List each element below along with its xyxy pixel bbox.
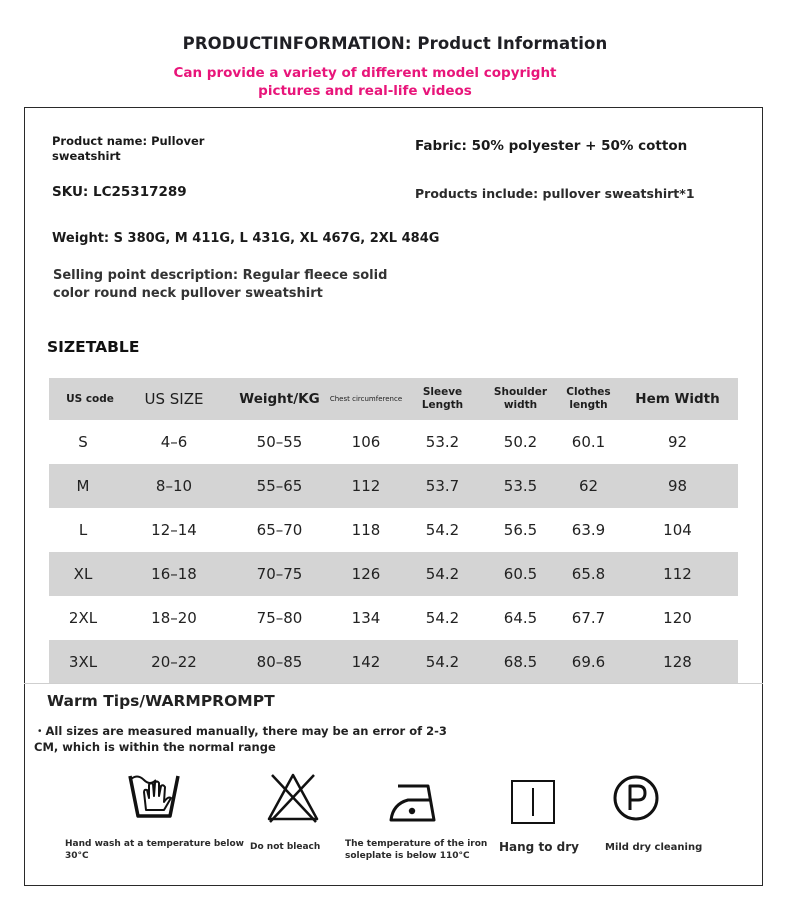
table-cell: 55–65 — [256, 477, 303, 495]
table-row — [49, 596, 738, 640]
table-row — [49, 420, 738, 464]
table-cell: 65.8 — [571, 565, 606, 583]
table-row — [49, 508, 738, 552]
subtitle-line-1: Can provide a variety of different model copyright — [173, 65, 557, 81]
table-cell: 112 — [351, 477, 381, 495]
table-cell: 104 — [663, 521, 692, 539]
table-cell: 64.5 — [503, 609, 538, 627]
size-table-header — [49, 378, 738, 420]
table-cell: 112 — [663, 565, 692, 583]
size-table-title: SIZETABLE — [47, 338, 140, 356]
hand-wash-caption: Hand wash at a temperature below 30°C — [65, 839, 244, 861]
table-cell: XL — [73, 565, 93, 583]
table-cell: 54.2 — [425, 609, 460, 627]
table-cell: 53.5 — [503, 477, 538, 495]
table-cell: 62 — [578, 477, 599, 495]
table-cell: 142 — [351, 653, 381, 671]
table-cell: M — [76, 477, 90, 495]
table-cell: 3XL — [68, 653, 98, 671]
table-cell: 54.2 — [425, 521, 460, 539]
header-weight: Weight/KG — [239, 391, 320, 407]
table-row — [49, 640, 738, 684]
table-cell: 80–85 — [256, 653, 303, 671]
table-cell: S — [78, 433, 88, 451]
table-cell: 68.5 — [503, 653, 538, 671]
product-name: Product name: Pullover sweatshirt — [52, 134, 205, 163]
header-subtitle — [130, 64, 600, 100]
table-cell: 50.2 — [503, 433, 538, 451]
table-cell: 67.7 — [571, 609, 606, 627]
table-cell: 20–22 — [151, 653, 197, 671]
tips-title: Warm Tips/WARMPROMPT — [47, 692, 275, 710]
table-cell: 106 — [351, 433, 381, 451]
table-cell: 70–75 — [256, 565, 303, 583]
header-clothes-length: Clothes length — [566, 386, 611, 411]
table-cell: 118 — [351, 521, 381, 539]
table-cell: 63.9 — [571, 521, 606, 539]
table-cell: 60.5 — [503, 565, 538, 583]
includes-info: Products include: pullover sweatshirt*1 — [415, 186, 695, 201]
iron-caption: The temperature of the iron soleplate is below 110°C — [345, 839, 488, 861]
table-cell: 65–70 — [256, 521, 303, 539]
table-cell: 126 — [351, 565, 381, 583]
hand-wash-icon — [128, 772, 180, 822]
table-cell: 120 — [663, 609, 692, 627]
table-cell: 92 — [667, 433, 688, 451]
header-chest: Chest circumference — [329, 394, 403, 403]
iron-icon — [388, 782, 440, 824]
table-cell: 98 — [667, 477, 688, 495]
header-sleeve: Sleeve Length — [421, 386, 464, 411]
selling-point: Selling point description: Regular fleece solid color round neck pullover sweatshirt — [53, 268, 388, 301]
table-cell: 69.6 — [571, 653, 606, 671]
table-cell: 53.7 — [425, 477, 460, 495]
header-hem-width: Hem Width — [635, 391, 720, 407]
table-cell: 18–20 — [151, 609, 197, 627]
hang-dry-caption: Hang to dry — [499, 840, 579, 854]
table-cell: 128 — [663, 653, 692, 671]
dry-clean-caption: Mild dry cleaning — [605, 842, 703, 853]
section-divider — [24, 683, 763, 684]
do-not-bleach-icon — [266, 772, 320, 824]
table-cell: 50–55 — [256, 433, 303, 451]
header-us-size: US SIZE — [144, 390, 204, 408]
table-cell: 56.5 — [503, 521, 538, 539]
subtitle-line-2: pictures and real-life videos — [258, 83, 472, 99]
table-cell: 12–14 — [151, 521, 197, 539]
table-cell: 75–80 — [256, 609, 303, 627]
table-row — [49, 552, 738, 596]
table-cell: L — [78, 521, 88, 539]
no-bleach-caption: Do not bleach — [250, 842, 321, 852]
header-us-code: US code — [66, 392, 114, 405]
weight-info: Weight: S 380G, M 411G, L 431G, XL 467G, 2XL 484G — [52, 231, 440, 246]
tips-note: ・All sizes are measured manually, there may be an error of 2-3 CM, which is within the normal range — [34, 724, 447, 754]
size-table — [49, 378, 738, 684]
sku-info: SKU: LC25317289 — [52, 184, 187, 200]
table-cell: 2XL — [68, 609, 98, 627]
table-cell: 60.1 — [571, 433, 606, 451]
table-cell: 16–18 — [151, 565, 197, 583]
dry-clean-icon — [612, 774, 660, 822]
table-cell: 54.2 — [425, 653, 460, 671]
page-title: PRODUCTINFORMATION: Product Information — [182, 34, 608, 53]
fabric-info: Fabric: 50% polyester + 50% cotton — [415, 138, 688, 154]
header-shoulder: Shoulder width — [493, 386, 548, 411]
table-cell: 134 — [351, 609, 381, 627]
table-cell: 53.2 — [425, 433, 460, 451]
table-cell: 8–10 — [155, 477, 193, 495]
table-cell: 54.2 — [425, 565, 460, 583]
table-cell: 4–6 — [160, 433, 188, 451]
table-row — [49, 464, 738, 508]
hang-dry-icon — [510, 779, 556, 825]
